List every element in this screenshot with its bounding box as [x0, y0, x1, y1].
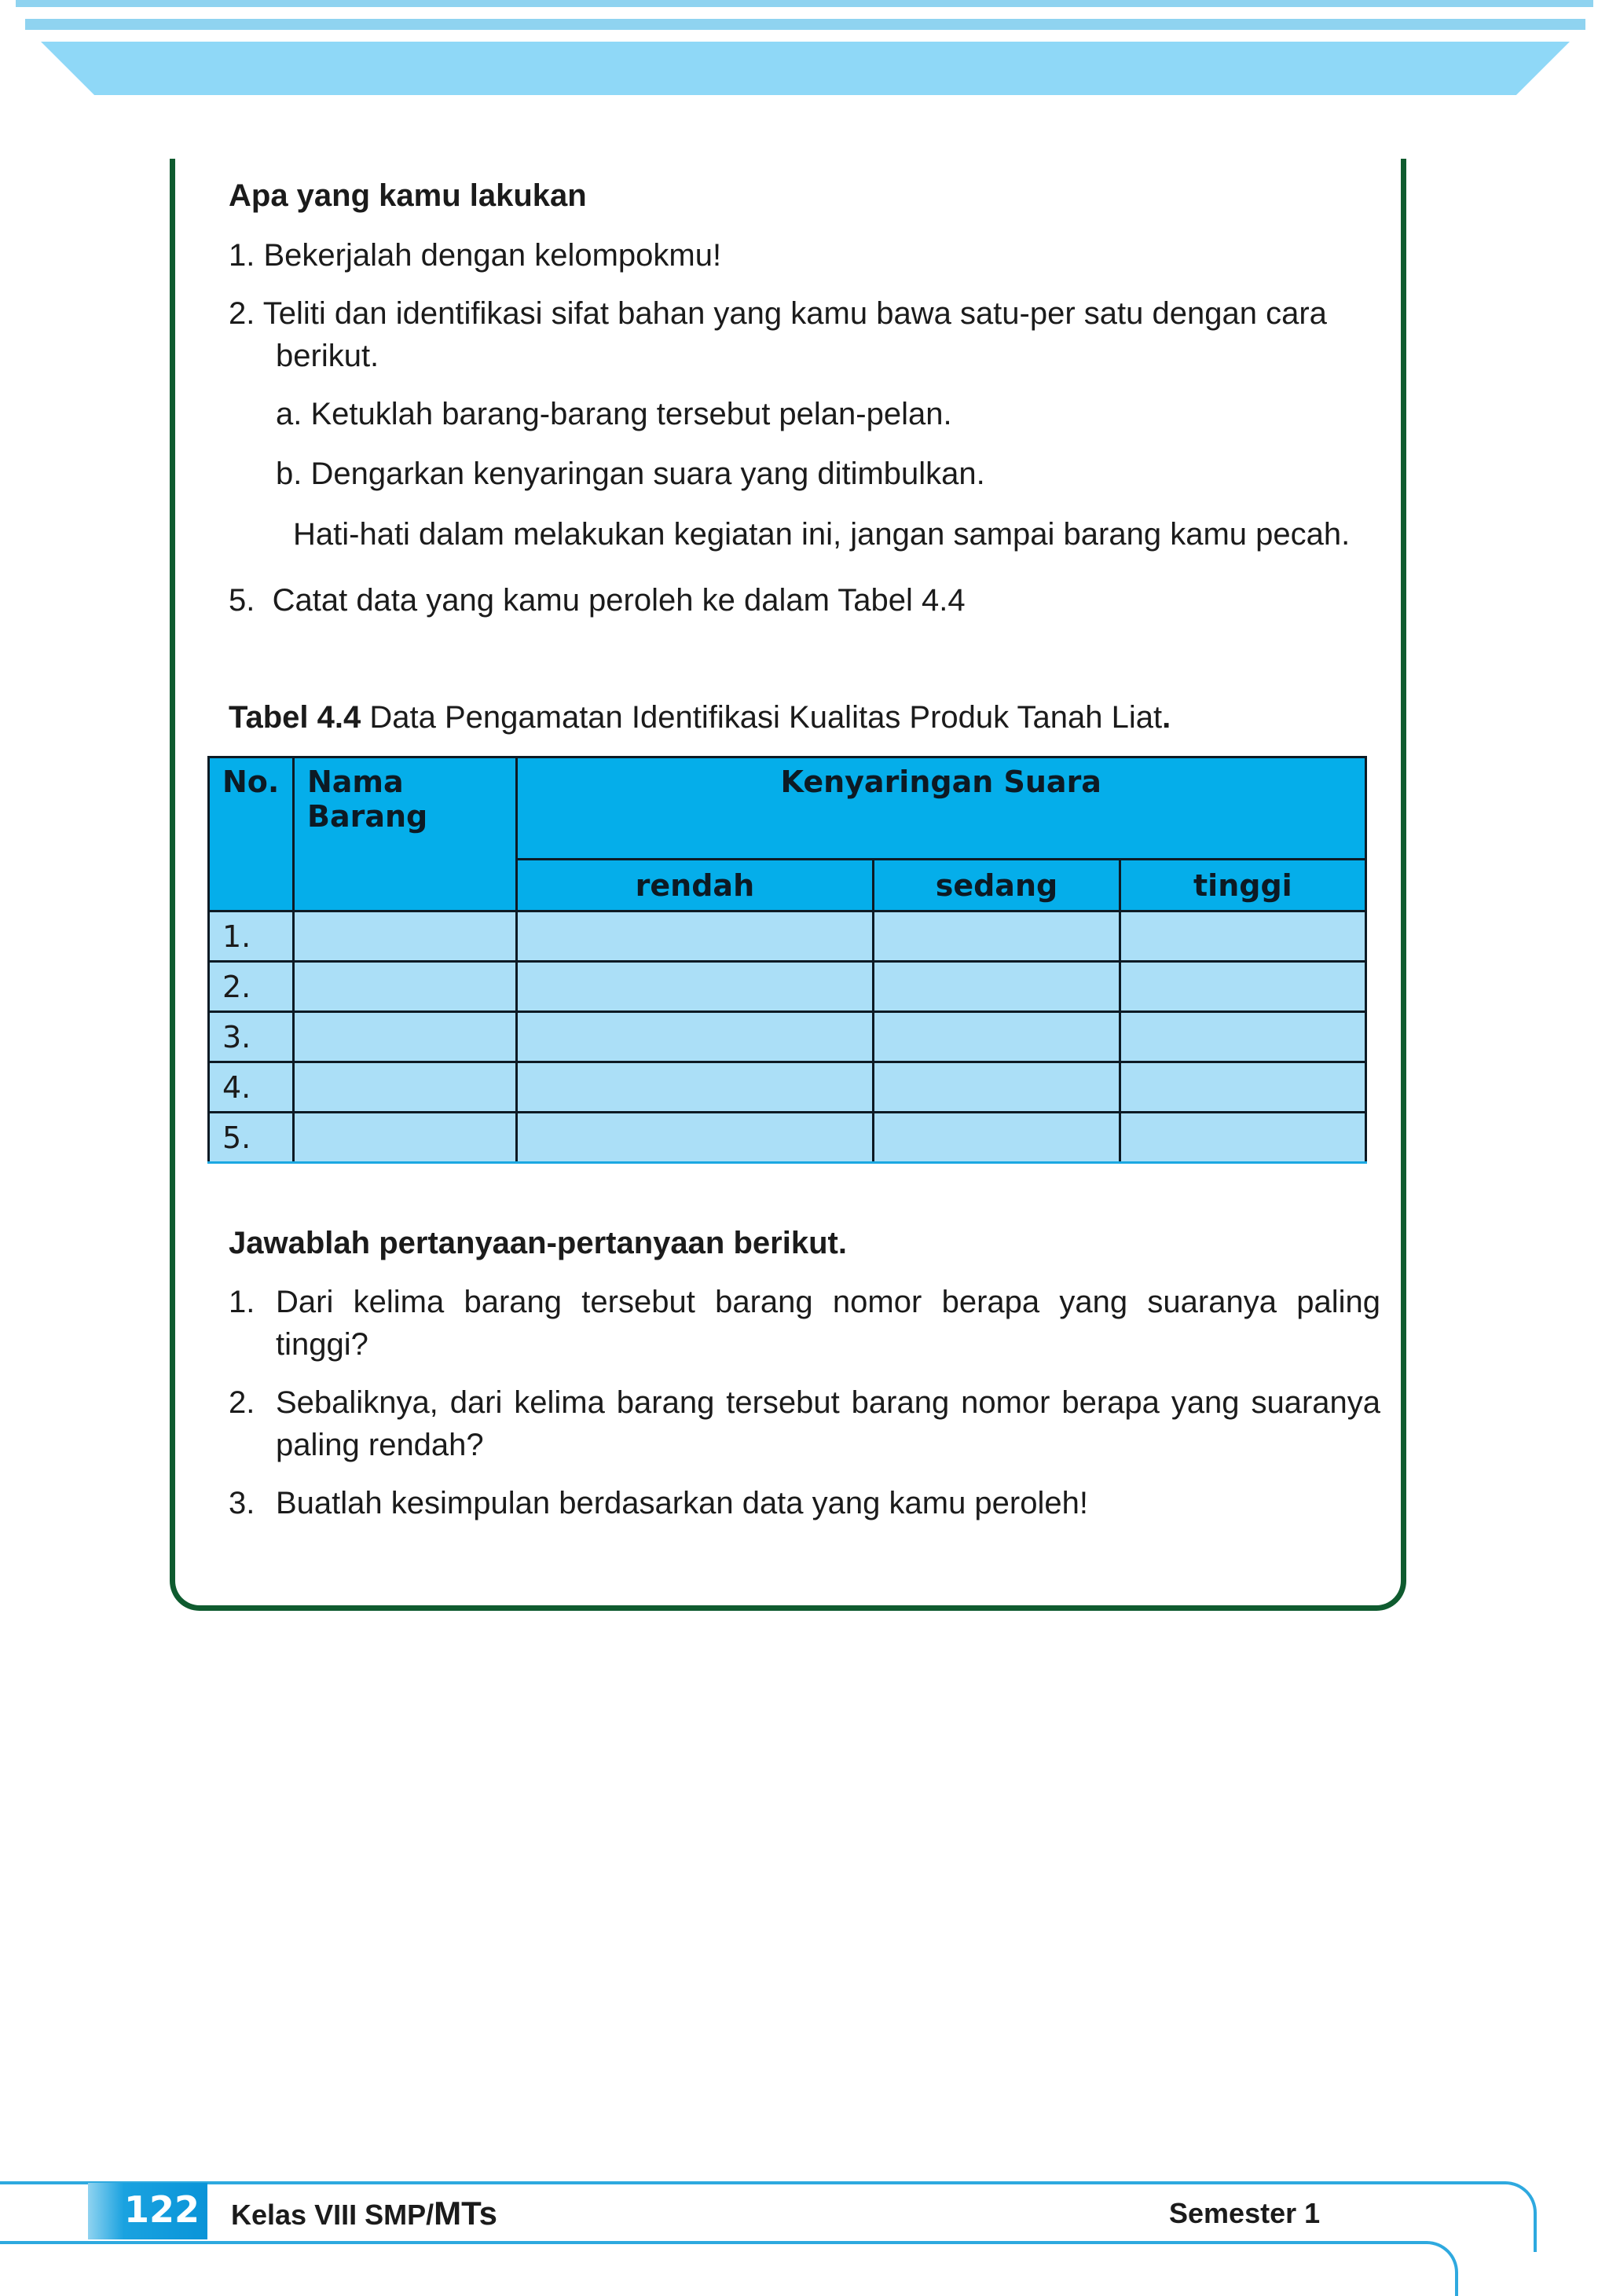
- cell-item-name[interactable]: [293, 962, 516, 1012]
- caution-note: Hati-hati dalam melakukan kegiatan ini, jangan sampai barang kamu pecah.: [293, 517, 1351, 552]
- cell-low[interactable]: [516, 1062, 874, 1113]
- cell-medium[interactable]: [874, 1113, 1120, 1163]
- cell-item-name[interactable]: [293, 1012, 516, 1062]
- table-row: [209, 911, 1366, 962]
- header-stripe-top: [16, 0, 1593, 7]
- step-1-number: 1.: [229, 238, 255, 273]
- table-row: [209, 962, 1366, 1012]
- observation-table: [207, 756, 1367, 1164]
- step-2-number: 2.: [229, 296, 255, 331]
- header-band: [41, 42, 1570, 95]
- footer-rule-bottom: [0, 2241, 1458, 2296]
- cell-medium[interactable]: [874, 1012, 1120, 1062]
- step-2-continuation: berikut.: [276, 339, 379, 373]
- table-row: [209, 1062, 1366, 1113]
- row-number: 4.: [209, 1062, 294, 1113]
- header-loudness-group: Kenyaringan Suara: [516, 757, 1365, 860]
- question-1-line2: tinggi?: [276, 1327, 368, 1362]
- cell-high[interactable]: [1120, 1113, 1365, 1163]
- table-row: [209, 1012, 1366, 1062]
- step-5: [229, 579, 966, 622]
- header-item-name-line2: Barang: [306, 799, 428, 834]
- cell-high[interactable]: [1120, 1062, 1365, 1113]
- cell-low[interactable]: [516, 962, 874, 1012]
- question-3-text: Buatlah kesimpulan berdasarkan data yang kamu peroleh!: [276, 1486, 1088, 1520]
- step-1: [229, 234, 721, 277]
- cell-high[interactable]: [1120, 911, 1365, 962]
- table-caption-period: .: [1162, 700, 1171, 735]
- step-2-text: Teliti dan identifikasi sifat bahan yang kamu bawa satu-per satu dengan cara: [262, 296, 1327, 331]
- page-number: 122: [124, 2188, 200, 2231]
- table-caption-text: Data Pengamatan Identifikasi Kualitas Produk Tanah Liat: [369, 700, 1163, 735]
- header-no: No.: [209, 757, 294, 911]
- book-title: [231, 2192, 497, 2236]
- question-1-number: 1.: [229, 1285, 255, 1319]
- row-number: 5.: [209, 1113, 294, 1163]
- row-number: 1.: [209, 911, 294, 962]
- step-1-text: Bekerjalah dengan kelompokmu!: [263, 238, 722, 273]
- header-high: tinggi: [1120, 860, 1365, 911]
- cell-high[interactable]: [1120, 1012, 1365, 1062]
- header-medium: sedang: [874, 860, 1120, 911]
- substep-b: b. Dengarkan kenyaringan suara yang ditimbulkan.: [276, 457, 985, 491]
- header-item-name: [293, 757, 516, 911]
- step-2: [229, 292, 1327, 335]
- question-1-line1: Dari kelima barang tersebut barang nomor berapa yang suaranya paling: [276, 1285, 1380, 1319]
- cell-medium[interactable]: [874, 962, 1120, 1012]
- book-title-prefix: Kelas VIII SMP/: [231, 2199, 434, 2231]
- questions-heading: Jawablah pertanyaan-pertanyaan berikut.: [229, 1226, 847, 1260]
- cell-low[interactable]: [516, 1012, 874, 1062]
- header-stripe-middle: [25, 19, 1585, 30]
- row-number: 3.: [209, 1012, 294, 1062]
- cell-item-name[interactable]: [293, 911, 516, 962]
- semester-label: Semester 1: [1169, 2197, 1321, 2229]
- table-caption-label: Tabel 4.4: [229, 700, 361, 735]
- step-5-number: 5.: [229, 583, 255, 618]
- question-3-number: 3.: [229, 1486, 255, 1520]
- cell-item-name[interactable]: [293, 1062, 516, 1113]
- cell-low[interactable]: [516, 911, 874, 962]
- cell-medium[interactable]: [874, 1062, 1120, 1113]
- question-2-number: 2.: [229, 1385, 255, 1420]
- activity-heading: Apa yang kamu lakukan: [229, 178, 587, 213]
- table-row: [209, 1113, 1366, 1163]
- cell-low[interactable]: [516, 1113, 874, 1163]
- row-number: 2.: [209, 962, 294, 1012]
- step-5-text: Catat data yang kamu peroleh ke dalam Tabel 4.4: [272, 583, 966, 618]
- table-caption: [229, 696, 1171, 739]
- question-2-line2: paling rendah?: [276, 1428, 484, 1462]
- header-item-name-line1: Nama: [306, 765, 404, 799]
- header-low: rendah: [516, 860, 874, 911]
- book-title-suffix: MTs: [434, 2195, 497, 2232]
- cell-medium[interactable]: [874, 911, 1120, 962]
- cell-item-name[interactable]: [293, 1113, 516, 1163]
- question-2-line1: Sebaliknya, dari kelima barang tersebut barang nomor berapa yang suaranya: [276, 1385, 1380, 1420]
- cell-high[interactable]: [1120, 962, 1365, 1012]
- substep-a: a. Ketuklah barang-barang tersebut pelan-pelan.: [276, 397, 952, 431]
